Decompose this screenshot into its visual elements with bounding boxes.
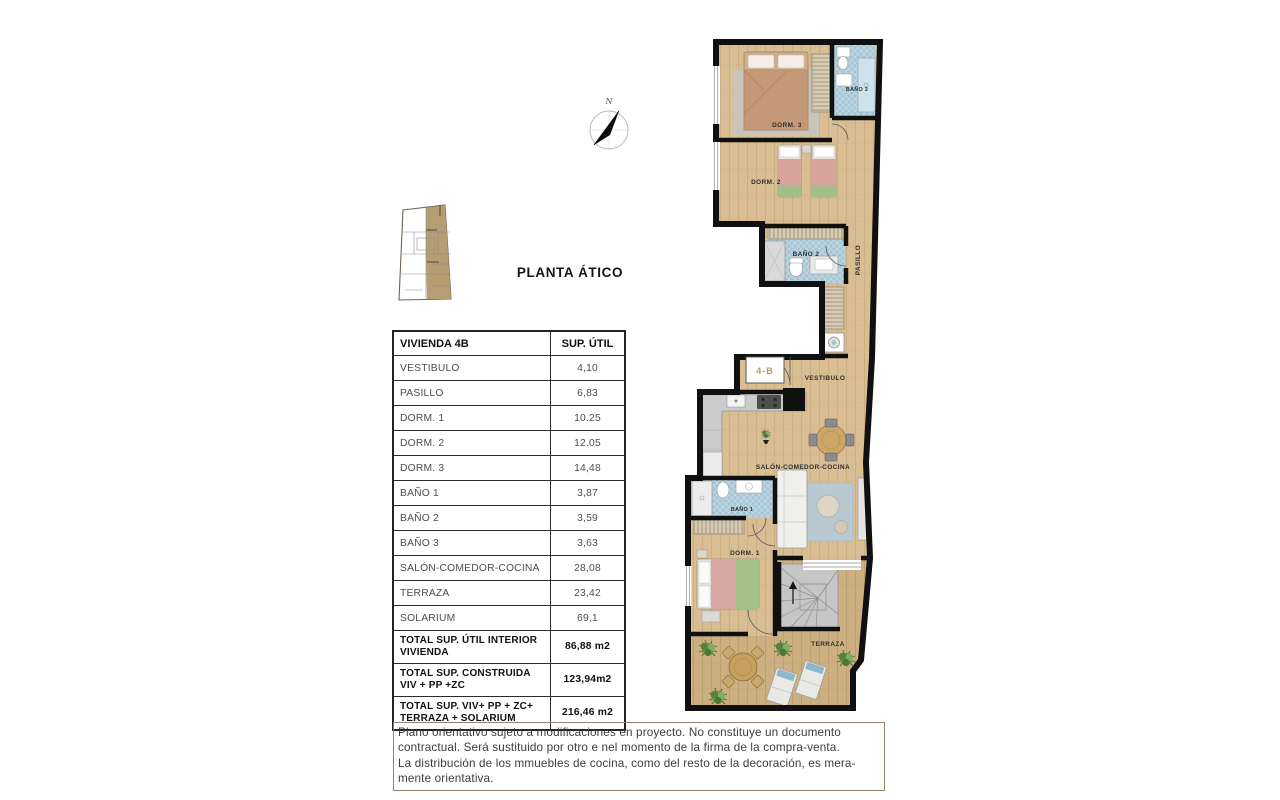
room-name: BAÑO 2 — [393, 506, 551, 531]
column — [783, 388, 805, 411]
table-row — [393, 506, 625, 531]
table-row — [393, 556, 625, 581]
table-row — [393, 531, 625, 556]
hall-storage — [824, 287, 844, 352]
disclaimer-line: Plano orientativo sujeto a modificaciones en proyecto. No constituye un documento — [398, 726, 841, 739]
room-area: 3,87 — [551, 481, 626, 506]
cooktop — [757, 395, 781, 409]
key-plan — [393, 202, 459, 304]
area-table-container — [392, 330, 626, 731]
disclaimer-line: contractual. Será sustituido por otro e nel momento de la firma de la compra-venta. — [398, 741, 840, 755]
single-bed — [778, 145, 801, 197]
sliding-door — [803, 560, 861, 570]
label-pasillo: PASILLO — [855, 244, 862, 276]
label-terraza: TERRAZA — [811, 641, 845, 648]
room-name: DORM. 3 — [393, 456, 551, 481]
hall-wardrobe — [824, 287, 844, 329]
north-label: N — [605, 97, 613, 106]
compass-icon — [577, 92, 643, 158]
room-area: 28,08 — [551, 556, 626, 581]
nightstand — [802, 145, 811, 153]
toilet-tank — [837, 47, 850, 57]
table-row — [393, 581, 625, 606]
label-bano2: BAÑO 2 — [792, 251, 820, 258]
area-table — [392, 330, 626, 731]
disclaimer-line: La distribución de los mmuebles de cocina, como del resto de la decoración, es mera- — [398, 756, 856, 770]
floor-plan — [658, 28, 906, 722]
single-bed — [812, 145, 836, 197]
label-dorm2: DORM. 2 — [751, 179, 781, 186]
table-total-row — [393, 631, 625, 664]
room-name: BAÑO 3 — [393, 531, 551, 556]
table-row — [393, 431, 625, 456]
unit-badge — [746, 357, 784, 383]
table-row — [393, 456, 625, 481]
label-dorm1: DORM. 1 — [730, 550, 760, 557]
room-name: SOLARIUM — [393, 606, 551, 631]
table-row — [393, 406, 625, 431]
room-name: DORM. 2 — [393, 431, 551, 456]
disclaimer-line: mente orientativa. — [398, 772, 494, 786]
room-area: 3,59 — [551, 506, 626, 531]
dining-table — [816, 425, 846, 455]
sofa — [777, 470, 807, 548]
pouf — [835, 521, 848, 534]
dorm1-wardrobe — [694, 520, 744, 534]
room-area: 23,42 — [551, 581, 626, 606]
toilet — [717, 482, 729, 498]
unit-badge-label: 4-B — [756, 366, 774, 376]
table-row — [393, 481, 625, 506]
total-value: 123,94m2 — [551, 664, 626, 697]
table-row — [393, 606, 625, 631]
room-area: 10.25 — [551, 406, 626, 431]
room-area: 6,83 — [551, 381, 626, 406]
header-useful-area: SUP. ÚTIL — [551, 331, 626, 356]
label-bano1: BAÑO 1 — [730, 507, 754, 513]
room-name: BAÑO 1 — [393, 481, 551, 506]
fridge — [703, 452, 722, 477]
room-name: SALÓN-COMEDOR-COCINA — [393, 556, 551, 581]
table-header-row — [393, 331, 625, 356]
chest — [702, 611, 720, 622]
total-value: 216,46 m2 — [551, 697, 626, 731]
area-table-body — [393, 356, 625, 731]
label-bano3: BAÑO 3 — [845, 87, 869, 93]
label-vestibulo: VESTIBULO — [804, 375, 846, 382]
room-name: DORM. 1 — [393, 406, 551, 431]
total-label: TOTAL SUP. ÚTIL INTERIOR VIVIENDA — [393, 631, 551, 664]
label-salon: SALÓN-COMEDOR-COCINA — [755, 464, 851, 471]
room-area: 12.05 — [551, 431, 626, 456]
header-dwelling: VIVIENDA 4B — [393, 331, 551, 356]
stairs — [781, 564, 838, 628]
room-area: 69,1 — [551, 606, 626, 631]
sink-cabinet — [736, 480, 762, 493]
shower — [858, 58, 875, 112]
table-total-row — [393, 664, 625, 697]
room-name: TERRAZA — [393, 581, 551, 606]
label-dorm3: DORM. 3 — [772, 122, 802, 129]
room-name: PASILLO — [393, 381, 551, 406]
table-row — [393, 356, 625, 381]
sink — [815, 259, 833, 270]
sink — [836, 74, 852, 86]
total-label: TOTAL SUP. VIV+ PP + ZC+ TERRAZA + SOLARIUM — [393, 697, 551, 731]
dorm3-wardrobe — [812, 54, 830, 112]
nightstand — [697, 550, 707, 558]
disclaimer-box — [393, 722, 885, 791]
total-value: 86,88 m2 — [551, 631, 626, 664]
dorm2-wardrobe — [768, 227, 844, 239]
room-area: 4,10 — [551, 356, 626, 381]
shower — [692, 481, 712, 516]
room-area: 14,48 — [551, 456, 626, 481]
toilet — [838, 57, 848, 70]
room-name: VESTIBULO — [393, 356, 551, 381]
total-label: TOTAL SUP. CONSTRUIDA VIV + PP +ZC — [393, 664, 551, 697]
page-title: PLANTA ÁTICO — [516, 265, 624, 280]
unit-4b-highlight — [426, 205, 451, 299]
pouf — [817, 495, 839, 517]
table-row — [393, 381, 625, 406]
room-area: 3,63 — [551, 531, 626, 556]
